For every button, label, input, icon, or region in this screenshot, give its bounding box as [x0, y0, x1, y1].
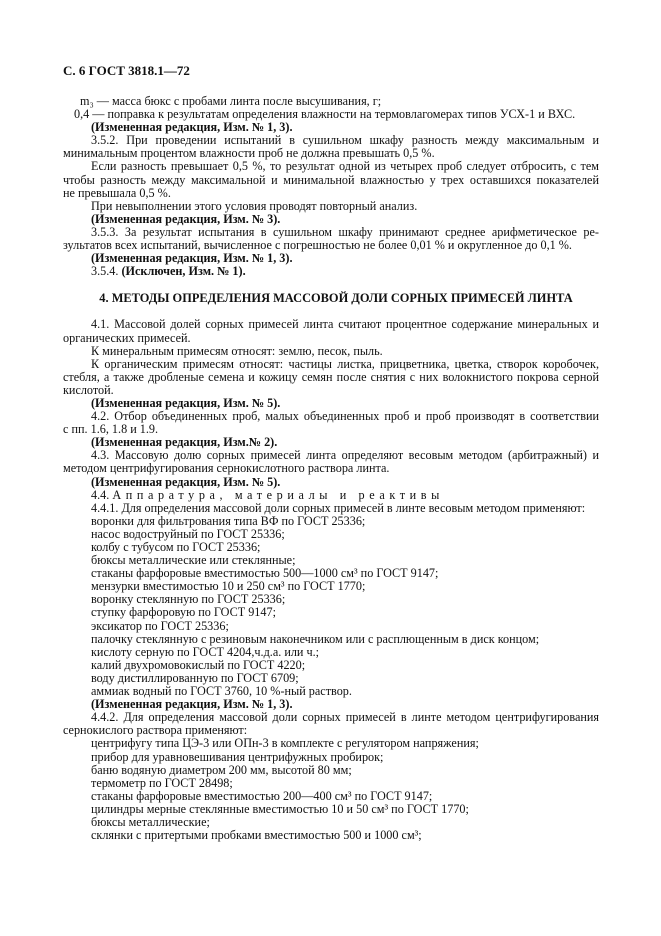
page-header: С. 6 ГОСТ 3818.1—72 — [63, 63, 190, 78]
text-line: (Измененная редакция, Изм. № 1, 3). — [91, 120, 293, 135]
paragraph — [63, 711, 599, 737]
text-line: 4.4.1. Для определения массовой доли сорных примесей в линте весовым методом применяют: — [91, 500, 586, 515]
paragraph — [63, 449, 599, 475]
subsection-title — [63, 489, 599, 502]
list-item: стаканы фарфоровые вместимостью 200—400 см³ по ГОСТ 9147; — [91, 788, 433, 803]
list-item: бюксы металлические или стеклянные; — [91, 553, 296, 568]
text-line: кислотой. — [63, 382, 114, 397]
paragraph — [63, 358, 599, 397]
list-item: бюксы металлические; — [91, 814, 210, 829]
subsection-title-text: Аппаратура, материалы и реактивы — [112, 487, 444, 502]
list-item: прибор для уравновешивания центрифужных пробирок; — [91, 749, 384, 764]
paragraph — [63, 345, 599, 358]
excluded-note: (Исключен, Изм. № 1). — [121, 264, 246, 279]
text-line: (Измененная редакция, Изм. № 3). — [91, 211, 281, 226]
paragraph — [63, 160, 599, 199]
text-line: стебля, а также дробленые семена и кожицу семян после снятия с них волокнистого покрова серной — [63, 369, 599, 384]
text-line: Если разность превышает 0,5 %, то результат одной из четырех проб следует отбросить, с тем — [91, 159, 599, 174]
paragraph — [63, 502, 599, 515]
list-item: колбу с тубусом по ГОСТ 25336; — [91, 540, 261, 554]
document-body — [63, 95, 599, 842]
excluded-clause — [63, 265, 599, 278]
equipment-list — [63, 737, 599, 842]
clause-number: 3.5.4. — [91, 264, 119, 279]
list-item: аммиак водный по ГОСТ 3760, 10 %-ный раствор. — [91, 684, 352, 699]
list-item: центрифугу типа ЦЭ-3 или ОПн-3 в комплекте с регулятором напряжения; — [91, 736, 479, 751]
text-line: 3.5.3. За результат испытания в сушильном шкафу принимают среднее арифметическое ре- — [91, 224, 599, 239]
text-line: При невыполнении этого условия проводят повторный анализ. — [91, 198, 418, 213]
text-line: 0,4 — поправка к результатам определения влажности на термовлагомерах типов УСХ-1 и ВХС. — [74, 107, 576, 122]
text-line: 3.5.2. При проведении испытаний в сушильном шкафу разность между максимальным и — [91, 133, 599, 148]
text-line: (Измененная редакция, Изм. № 5). — [91, 474, 281, 489]
text-line: (Измененная редакция, Изм. № 5). — [91, 395, 281, 410]
amendment-note — [63, 213, 599, 226]
text-line: 4.4.2. Для определения массовой доли сорных примесей в линте методом центрифугирования — [91, 710, 599, 725]
section-heading: 4. МЕТОДЫ ОПРЕДЕЛЕНИЯ МАССОВОЙ ДОЛИ СОРНЫХ ПРИМЕСЕЙ ЛИНТА — [99, 291, 573, 306]
list-item: баню водяную диаметром 200 мм, высотой 80 мм; — [91, 762, 352, 777]
paragraph — [63, 226, 599, 252]
text-line: (Измененная редакция, Изм. № 1, 3). — [91, 697, 293, 712]
text-line: методом центрифугирования сернокислотного раствора линта. — [63, 461, 390, 476]
list-item: эксикатор по ГОСТ 25336; — [91, 618, 229, 633]
text-line: чтобы разность между максимальной и минимальной влажностью у трех оставшихся показателей — [63, 172, 599, 187]
text-line: 4.2. Отбор объединенных проб, малых объединенных проб и проб производят в соответствии — [91, 409, 599, 424]
text-line: органических примесей. — [63, 330, 191, 345]
text-line: 4.1. Массовой долей сорных примесей линта считают процентное содержание минеральных и — [91, 317, 599, 332]
text-line: К органическим примесям относят: частицы листка, прицветника, цветка, створок коробочек, — [91, 356, 599, 371]
text-line: не превышала 0,5 %. — [63, 185, 171, 200]
list-item: воронку стеклянную по ГОСТ 25336; — [91, 592, 286, 607]
equipment-list — [63, 515, 599, 698]
text-line: зультатов всех испытаний, вычисленное с погрешностью не более 0,01 % и округленное до 0,1 %. — [63, 238, 572, 253]
paragraph — [63, 318, 599, 344]
list-item: цилиндры мерные стеклянные вместимостью 10 и 50 см³ по ГОСТ 1770; — [91, 801, 469, 816]
text-line: К минеральным примесям относят: землю, песок, пыль. — [91, 343, 383, 358]
list-item: насос водоструйный по ГОСТ 25336; — [91, 526, 285, 541]
list-item: калий двухромовокислый по ГОСТ 4220; — [91, 657, 306, 672]
clause-number: 4.4. — [91, 487, 110, 502]
list-item: термометр по ГОСТ 28498; — [91, 775, 233, 790]
paragraph — [63, 410, 599, 436]
text-line: m₃ — масса бюкс с пробами линта после высушивания, г; — [80, 94, 382, 108]
paragraph — [63, 134, 599, 160]
text-line: 4.3. Массовую долю сорных примесей линта определяют весовым методом (арбитражный) и — [91, 448, 599, 463]
list-item: стаканы фарфоровые вместимостью 500—1000 см³ по ГОСТ 9147; — [91, 566, 439, 581]
list-item: мензурки вместимостью 10 и 250 см³ по ГОСТ 1770; — [91, 579, 366, 594]
text-line: (Измененная редакция, Изм.№ 2). — [91, 435, 278, 450]
list-item: воронки для фильтрования типа ВФ по ГОСТ 25336; — [91, 513, 366, 528]
text-line: (Измененная редакция, Изм. № 1, 3). — [91, 251, 293, 266]
list-item: палочку стеклянную с резиновым наконечником или с расплющенным в диск концом; — [91, 631, 540, 646]
text-line: с пп. 1.6, 1.8 и 1.9. — [63, 422, 159, 437]
list-item: воду дистиллированную по ГОСТ 6709; — [91, 670, 299, 685]
list-item: ступку фарфоровую по ГОСТ 9147; — [91, 605, 276, 620]
text-line: минимальным процентом влажности проб не должна превышать 0,5 %. — [63, 146, 435, 161]
text-line: сернокислого раствора применяют: — [63, 723, 248, 738]
list-item: склянки с притертыми пробками вместимостью 500 и 1000 см³; — [91, 828, 422, 843]
paragraph — [63, 200, 599, 213]
list-item: кислоту серную по ГОСТ 4204,ч.д.а. или ч.; — [91, 644, 320, 659]
